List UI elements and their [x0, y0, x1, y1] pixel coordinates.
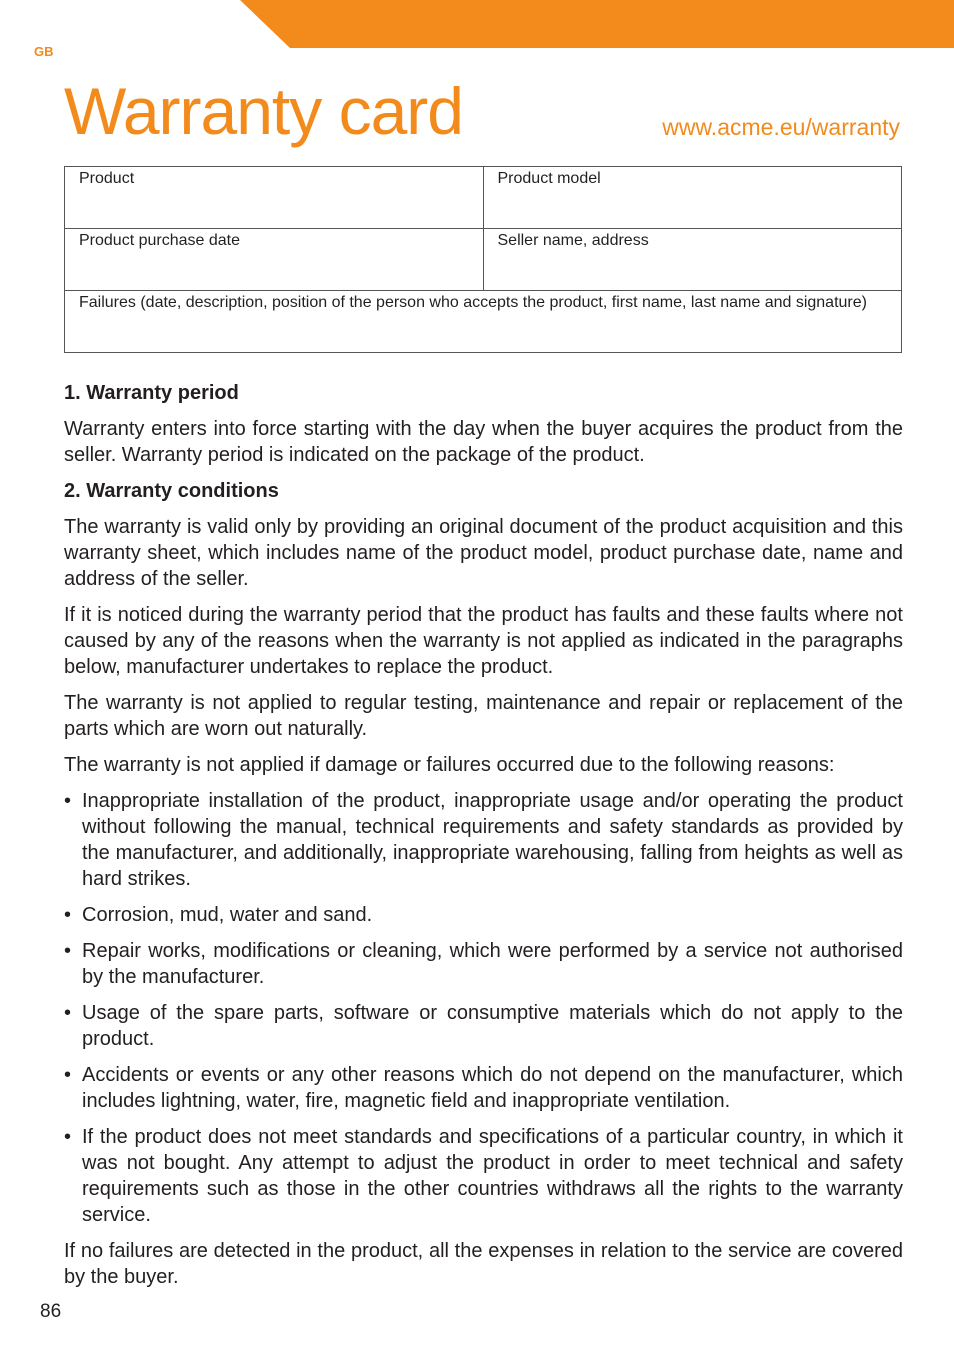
list-item: • If the product does not meet standards and specifications of a particular country, in which it was not bought. Any attempt to adjust the product in order to meet technical and safety requirements such as those in the other countries withdraws all the rights to the warranty service.: [64, 1126, 903, 1226]
product-model-field[interactable]: [483, 167, 902, 229]
paragraph: The warranty is valid only by providing an original document of the product acquisition and this warranty sheet, which includes name of the product model, product purchase date, name and address of the seller.: [64, 516, 903, 590]
warranty-text: [64, 380, 903, 1300]
failures-label: Failures (date, description, position of the person who accepts the product, first name, last name and signature): [79, 294, 867, 311]
paragraph: If it is noticed during the warranty period that the product has faults and these faults where not caused by any of the reasons when the warranty is not applied as indicated in the paragraphs below, manufacturer undertakes to replace the product.: [64, 604, 903, 678]
list-item-text: If the product does not meet standards and specifications of a particular country, in which it was not bought. Any attempt to adjust the product in order to meet technical and safety requirements such as those in the other countries withdraws all the rights to the warranty service.: [82, 1126, 903, 1226]
product-field[interactable]: [65, 167, 484, 229]
purchase-date-field[interactable]: [65, 229, 484, 291]
list-item-text: Accidents or events or any other reasons which do not depend on the manufacturer, which includes lightning, water, fire, magnetic field and inappropriate ventilation.: [82, 1064, 903, 1112]
failures-field[interactable]: [65, 291, 902, 353]
purchase-date-label: Product purchase date: [79, 232, 240, 249]
list-item-text: Usage of the spare parts, software or consumptive materials which do not apply to the product.: [82, 1002, 903, 1050]
paragraph: Warranty enters into force starting with the day when the buyer acquires the product from the seller. Warranty period is indicated on the package of the product.: [64, 418, 903, 466]
list-item: • Repair works, modifications or cleaning, which were performed by a service not authorised by the manufacturer.: [64, 940, 903, 988]
exclusion-list: [64, 788, 903, 1228]
section-heading-warranty-conditions: 2. Warranty conditions: [64, 480, 279, 502]
warranty-card-form: [64, 166, 902, 353]
product-model-label: Product model: [497, 170, 601, 187]
list-item-text: Inappropriate installation of the product, inappropriate usage and/or operating the product without following the manual, technical requirements and safety standards as provided by the manufacturer, and additionally, inappropriate warehousing, falling from heights as well as hard strikes.: [82, 790, 903, 890]
section-heading-warranty-period: 1. Warranty period: [64, 382, 239, 404]
product-label: Product: [79, 170, 135, 187]
page-title: Warranty card: [64, 74, 463, 148]
list-item: • Inappropriate installation of the product, inappropriate usage and/or operating the product without following the manual, technical requirements and safety standards as provided by the manufacturer, and additionally, inappropriate warehousing, falling from heights as well as hard strikes.: [64, 790, 903, 890]
paragraph: The warranty is not applied to regular testing, maintenance and repair or replacement of the parts which are worn out naturally.: [64, 692, 903, 740]
seller-field[interactable]: [483, 229, 902, 291]
language-code: GB: [34, 44, 54, 59]
list-item: • Usage of the spare parts, software or consumptive materials which do not apply to the product.: [64, 1002, 903, 1050]
list-item: • Accidents or events or any other reasons which do not depend on the manufacturer, which includes lightning, water, fire, magnetic field and inappropriate ventilation.: [64, 1064, 903, 1112]
page-number: 86: [40, 1301, 62, 1322]
list-item-text: Repair works, modifications or cleaning, which were performed by a service not authorised by the manufacturer.: [82, 940, 903, 988]
list-item-text: Corrosion, mud, water and sand.: [82, 904, 373, 926]
seller-label: Seller name, address: [497, 232, 649, 249]
paragraph: The warranty is not applied if damage or failures occurred due to the following reasons:: [64, 754, 835, 776]
list-item: • Corrosion, mud, water and sand.: [64, 904, 373, 926]
paragraph: If no failures are detected in the product, all the expenses in relation to the service are covered by the buyer.: [64, 1240, 903, 1288]
header-banner: [0, 0, 954, 50]
warranty-url[interactable]: www.acme.eu/warranty: [662, 114, 900, 140]
